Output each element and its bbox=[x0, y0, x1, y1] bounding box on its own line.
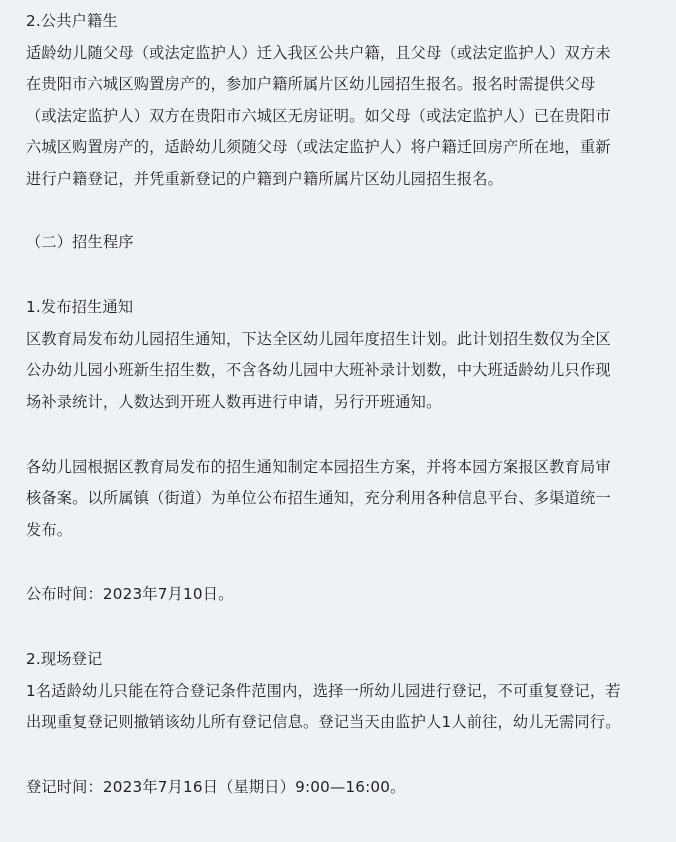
paragraph-spacer bbox=[26, 258, 656, 292]
paragraph-line: 进行户籍登记，并凭重新登记的户籍到户籍所属片区幼儿园招生报名。 bbox=[26, 169, 504, 188]
paragraph-spacer bbox=[26, 196, 656, 227]
section-heading-procedure: （二）招生程序 bbox=[26, 232, 134, 251]
paragraph-line: 场补录统计，人数达到开班人数再进行申请，另行开班通知。 bbox=[26, 392, 442, 411]
paragraph-line: 出现重复登记则撤销该幼儿所有登记信息。登记当天由监护人1人前往，幼儿无需同行。 bbox=[26, 713, 621, 732]
section-heading-notice: 1.发布招生通知 bbox=[26, 298, 134, 317]
paragraph-line: 在贵阳市六城区购置房产的，参加户籍所属片区幼儿园招生报名。报名时需提供父母 bbox=[26, 75, 596, 94]
paragraph-line: （或法定监护人）双方在贵阳市六城区无房证明。如父母（或法定监护人）已在贵阳市 bbox=[26, 106, 611, 125]
section-heading-public-household: 2.公共户籍生 bbox=[26, 12, 118, 30]
paragraph-spacer bbox=[26, 739, 656, 772]
section-heading-onsite-registration: 2.现场登记 bbox=[26, 649, 103, 668]
paragraph-line: 适龄幼儿随父母（或法定监护人）迁入我区公共户籍，且父母（或法定监护人）双方未 bbox=[26, 43, 611, 62]
registration-time: 登记时间：2023年7月16日（星期日）9:00—16:00。 bbox=[26, 777, 406, 796]
paragraph-spacer bbox=[26, 419, 656, 452]
paragraph-line: 公办幼儿园小班新生招生数，不含各幼儿园中大班补录计划数，中大班适龄幼儿只作现 bbox=[26, 361, 611, 380]
paragraph-line: 区教育局发布幼儿园招生通知，下达全区幼儿园年度招生计划。此计划招生数仅为全区 bbox=[26, 329, 611, 348]
paragraph-spacer bbox=[26, 611, 656, 644]
paragraph-line: 核备案。以所属镇（街道）为单位公布招生通知，充分利用各种信息平台、多渠道统一 bbox=[26, 489, 611, 508]
paragraph-line: 1名适龄幼儿只能在符合登记条件范围内，选择一所幼儿园进行登记，不可重复登记，若 bbox=[26, 681, 621, 700]
paragraph-spacer bbox=[26, 546, 656, 579]
publish-time: 公布时间：2023年7月10日。 bbox=[26, 585, 234, 604]
paragraph-line: 发布。 bbox=[26, 520, 73, 539]
paragraph-line: 六城区购置房产的，适龄幼儿须随父母（或法定监护人）将户籍迁回房产所在地，重新 bbox=[26, 138, 611, 157]
article-body bbox=[26, 6, 656, 803]
paragraph-line: 各幼儿园根据区教育局发布的招生通知制定本园招生方案，并将本园方案报区教育局审 bbox=[26, 457, 611, 476]
